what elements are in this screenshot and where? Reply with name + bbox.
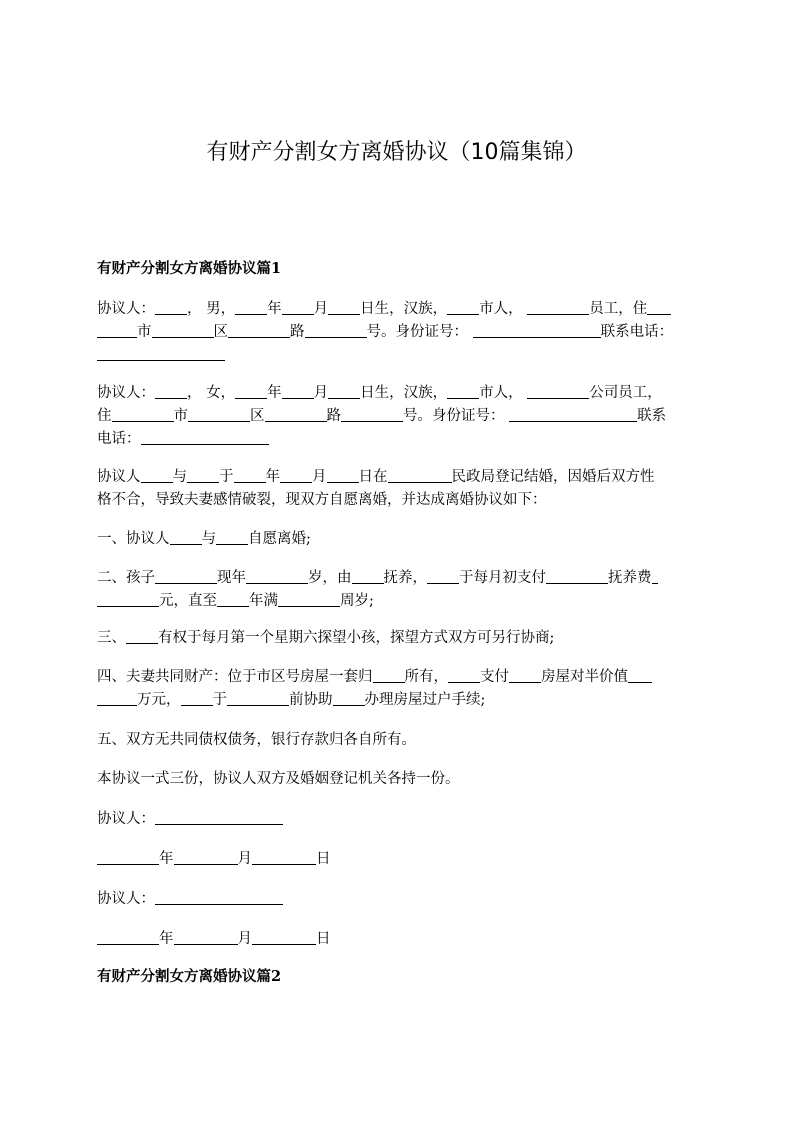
document-title: 有财产分割女方离婚协议（10篇集锦）	[206, 140, 587, 165]
item-1: 一、协议人 与 自愿离婚;	[97, 531, 311, 547]
marriage-paragraph: 协议人 与 于 年 月 日在 民政局登记结婚，因婚后双方性 格不合，导致夫妻感情破裂，现双方自愿离婚，并达成离婚协议如下：	[97, 469, 655, 508]
section-1-heading: 有财产分割女方离婚协议篇1	[97, 260, 282, 277]
party-1-paragraph: 协议人： ， 男， 年 月 日生，汉族， 市人， 员工，住 市 区 路 号。身份证号： 联系电话：	[97, 298, 697, 367]
copies-clause: 本协议一式三份，协议人双方及婚姻登记机关各持一份。	[97, 771, 460, 787]
party-2-paragraph: 协议人： ， 女， 年 月 日生，汉族， 市人， 公司员工， 住 市 区 路 号。身份证号： 联系 电话：	[97, 385, 667, 447]
item-2: 二、孩子 现年 岁，由 抚养， 于每月初支付 抚养费 元，直至 年满 周岁;	[97, 567, 697, 613]
item-4: 四、夫妻共同财产：位于市区号房屋一套归 所有， 支付 房屋对半价值 万元， 于 前协助 办理房屋过户手续;	[97, 666, 697, 712]
signature-line-2: 协议人：	[97, 888, 697, 911]
date-line-2: 年 月 日	[97, 928, 697, 951]
signature-line-1: 协议人：	[97, 808, 697, 831]
section-2-heading: 有财产分割女方离婚协议篇2	[97, 968, 282, 985]
item-5: 五、双方无共同债权债务，银行存款归各自所有。	[97, 732, 416, 748]
item-3: 三、 有权于每月第一个星期六探望小孩，探望方式双方可另行协商;	[97, 630, 555, 646]
date-line-1: 年 月 日	[97, 848, 697, 871]
